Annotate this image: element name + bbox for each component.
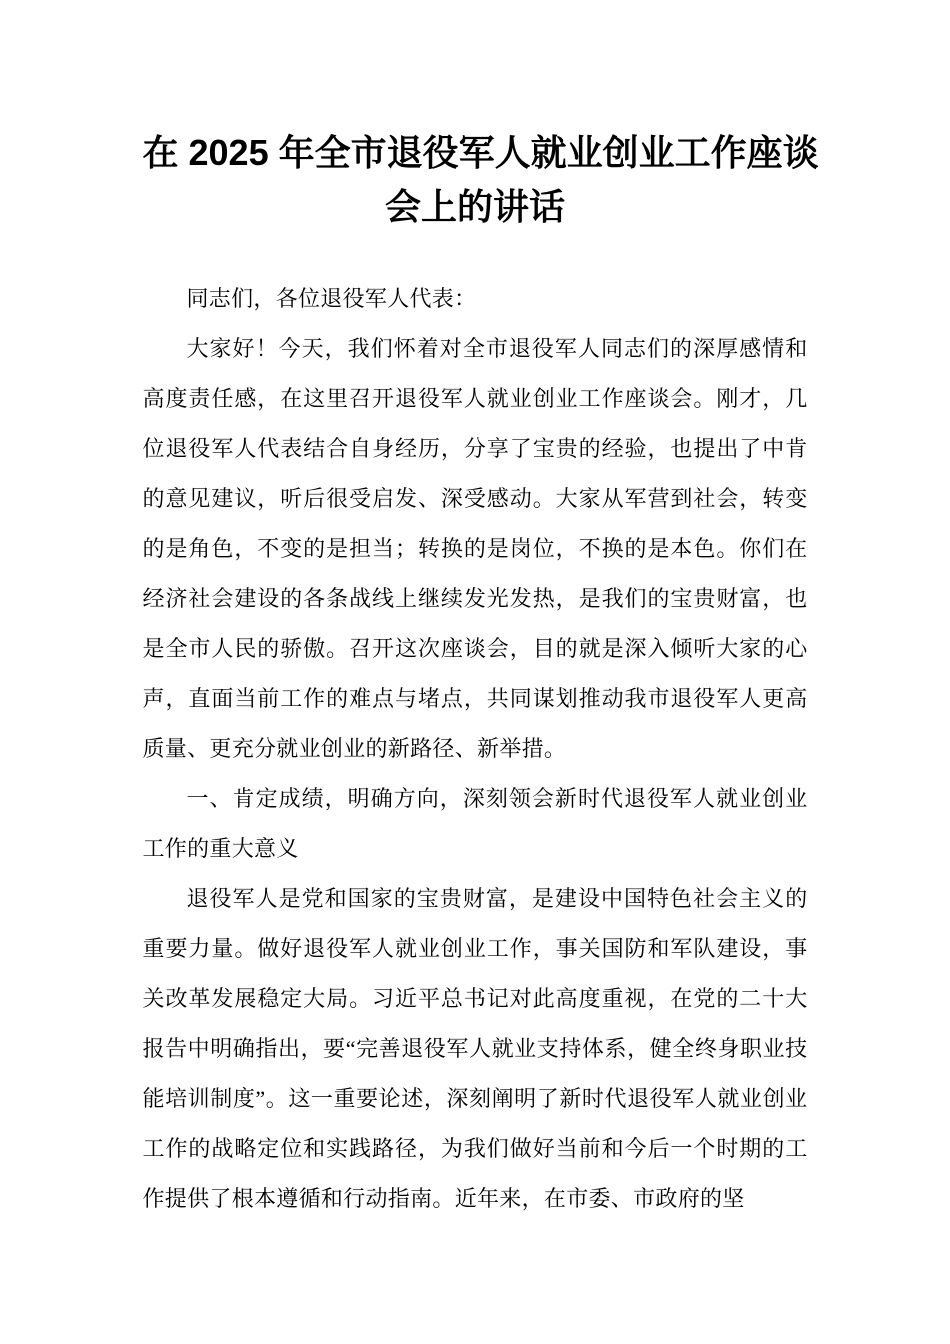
document-title-line-1: 在 2025 年全市退役军人就业创业工作座谈 xyxy=(142,132,819,173)
section-heading: 一、肯定成绩，明确方向，深刻领会新时代退役军人就业创业工作的重大意义 xyxy=(142,786,808,861)
paragraph: 大家好！今天，我们怀着对全市退役军人同志们的深厚感情和高度责任感，在这里召开退役军人就业创业工作座谈会。刚才，几位退役军人代表结合自身经历，分享了宝贵的经验，也提出了中肯的意见建议，听后很受启发、深受感动。大家从军营到社会，转变的是角色，不变的是担当；转换的是岗位，不换的是本色。你们在经济社会建设的各条战线上继续发光发热，是我们的宝贵财富，也是全市人民的骄傲。召开这次座谈会，目的就是深入倾听大家的心声，直面当前工作的难点与堵点，共同谋划推动我市退役军人更高质量、更充分就业创业的新路径、新举措。 xyxy=(142,336,808,761)
paragraph-list xyxy=(143,274,808,1224)
document-title xyxy=(142,126,819,234)
paragraph: 退役军人是党和国家的宝贵财富，是建设中国特色社会主义的重要力量。做好退役军人就业创业工作，事关国防和军队建设，事关改革发展稳定大局。习近平总书记对此高度重视，在党的二十大报告中明确指出，要“完善退役军人就业支持体系，健全终身职业技能培训制度”。这一重要论述，深刻阐明了新时代退役军人就业创业工作的战略定位和实践路径，为我们做好当前和今后一个时期的工作提供了根本遵循和行动指南。近年来，在市委、市政府的坚 xyxy=(142,886,808,1211)
paragraph: 同志们，各位退役军人代表： xyxy=(186,286,477,311)
document-title-line-2: 会上的讲话 xyxy=(384,186,565,227)
